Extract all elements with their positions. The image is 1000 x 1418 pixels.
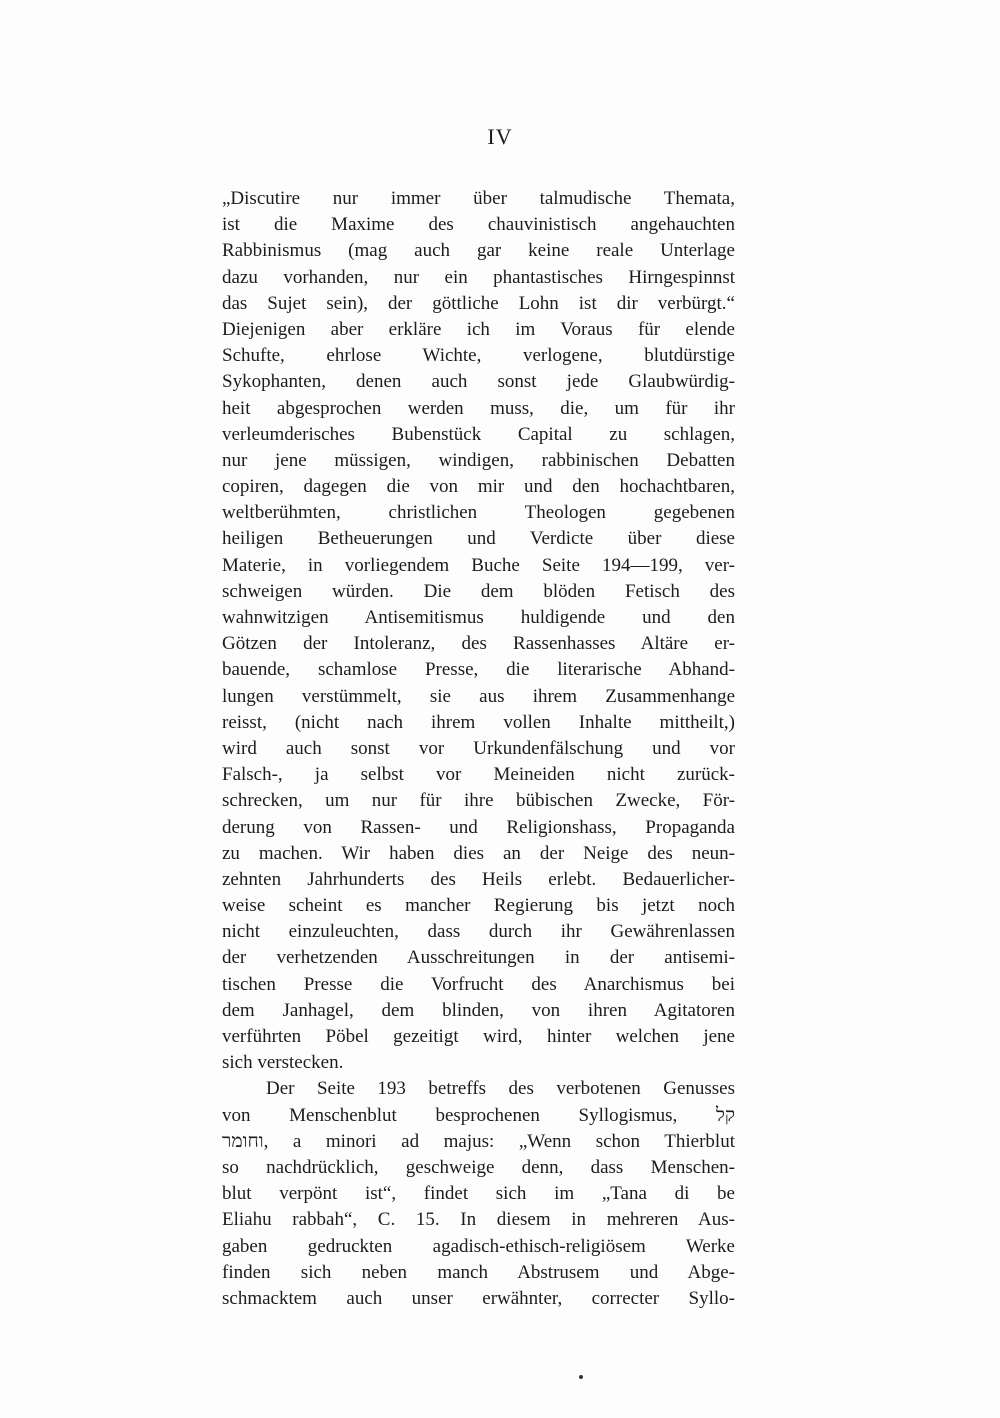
text-line: nicht einzuleuchten, dass durch ihr Gewährenlassen [222, 921, 735, 943]
text-line: das Sujet sein), der göttliche Lohn ist dir verbürgt.“ [222, 292, 735, 314]
page-number: IV [487, 124, 513, 149]
text-line: copiren, dagegen die von mir und den hochachtbaren, [222, 476, 735, 498]
text-line: wahnwitzigen Antisemitismus huldigende und den [222, 607, 735, 628]
text-line: Materie, in vorliegendem Buche Seite 194—199, ver- [222, 554, 735, 576]
text-line-hebrew: von Menschenblut besprochenen Syllogismus, קל [222, 1104, 735, 1126]
text-line: so nachdrücklich, geschweige denn, dass Menschen- [222, 1156, 735, 1178]
text-line: Eliahu rabbah“, C. 15. In diesem in mehreren Aus- [222, 1209, 735, 1231]
text-line: tischen Presse die Vorfrucht des Anarchismus bei [222, 973, 735, 995]
text-line: zehnten Jahrhunderts des Heils erlebt. Bedauerlicher- [222, 868, 735, 890]
text-line-hebrew: וחומר, a minori ad majus: „Wenn schon Thierblut [222, 1130, 735, 1152]
text-line: weltberühmten, christlichen Theologen gegebenen [222, 502, 735, 524]
text-line: weise scheint es mancher Regierung bis jetzt noch [222, 895, 735, 917]
text-line: der verhetzenden Ausschreitungen in der antisemi- [222, 947, 735, 969]
text-line: Falsch-, ja selbst vor Meineiden nicht zurück- [222, 764, 735, 786]
text-line: bauende, schamlose Presse, die literarische Abhand- [222, 659, 735, 681]
text-line: lungen verstümmelt, sie aus ihrem Zusammenhange [222, 685, 735, 707]
text-line: dazu vorhanden, nur ein phantastisches Hirngespinnst [222, 266, 735, 288]
text-line: finden sich neben manch Abstrusem und Abge- [222, 1261, 735, 1283]
text-line: Schufte, ehrlose Wichte, verlogene, blutdürstige [222, 345, 735, 367]
ink-speck [579, 1375, 583, 1379]
text-line: verleumderisches Bubenstück Capital zu schlagen, [222, 423, 735, 445]
text-line: wird auch sonst vor Urkundenfälschung und vor [222, 737, 735, 759]
text-line: Sykophanten, denen auch sonst jede Glaubwürdig- [222, 371, 735, 393]
text-line: heit abgesprochen werden muss, die, um für ihr [222, 397, 735, 419]
text-line: Diejenigen aber erkläre ich im Voraus für elende [222, 318, 735, 340]
text-line: schrecken, um nur für ihre bübischen Zwecke, För- [222, 790, 735, 812]
text-line: gaben gedruckten agadisch-ethisch-religiösem Werke [222, 1235, 735, 1257]
text-line: „Discutire nur immer über talmudische Themata, [222, 188, 735, 209]
text-line: ist die Maxime des chauvinistisch angehauchten [222, 214, 735, 236]
text-line: sich verstecken. [222, 1052, 344, 1074]
text-line: nur jene müssigen, windigen, rabbinischen Debatten [222, 449, 735, 471]
text-line: verführten Pöbel gezeitigt wird, hinter welchen jene [222, 1026, 735, 1047]
text-line: schweigen würden. Die dem blöden Fetisch des [222, 580, 735, 602]
text-line: heiligen Betheuerungen und Verdicte über diese [222, 528, 735, 550]
text-line: Der Seite 193 betreffs des verbotenen Genusses [266, 1078, 735, 1100]
text-line: Rabbinismus (mag auch gar keine reale Unterlage [222, 240, 735, 262]
text-line: blut verpönt ist“, findet sich im „Tana di be [222, 1183, 735, 1205]
text-line: zu machen. Wir haben dies an der Neige des neun- [222, 842, 735, 864]
text-line: derung von Rassen- und Religionshass, Propaganda [222, 816, 735, 838]
text-line: Götzen der Intoleranz, des Rassenhasses Altäre er- [222, 633, 735, 655]
text-line: dem Janhagel, dem blinden, von ihren Agitatoren [222, 999, 735, 1021]
body-text [222, 186, 735, 1312]
text-line: reisst, (nicht nach ihrem vollen Inhalte mittheilt,) [222, 711, 735, 733]
text-line: schmacktem auch unser erwähnter, correcter Syllo- [222, 1287, 735, 1309]
